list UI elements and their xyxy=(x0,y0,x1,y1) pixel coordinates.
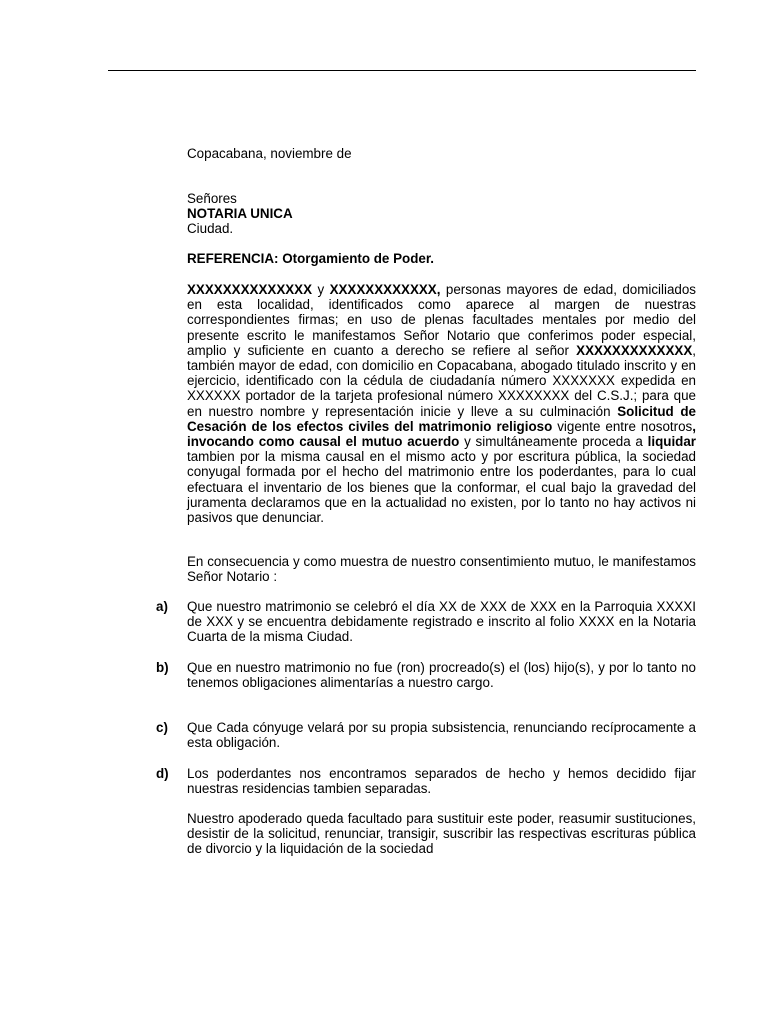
list-item: Que en nuestro matrimonio no fue (ron) procreado(s) el (los) hijo(s), y por lo tanto no tenemos obligaciones alimentarías a nuestro cargo. xyxy=(187,660,696,691)
item-label: b) xyxy=(156,660,169,675)
attorney-name: XXXXXXXXXXXXX xyxy=(576,342,693,358)
text-run: y simultáneamente proceda a xyxy=(459,434,648,450)
text-run: , también mayor de edad, con domicilio en Copacabana, abogado titulado inscrito y en ejercicio, identificado con la cédula de ciudadanía número XXXXXXX expedida en XXXXXX portador de la tarjeta profesional número XXXXXXXX del C.S.J.; para que en nuestro nombre y representación inicie y lleve a su culminación xyxy=(187,342,696,419)
text-run: tambien por la misma causal en el mismo acto y por escritura pública, la sociedad conyugal formada por el hecho del matrimonio entre los poderdantes, para lo cual efectuara el inventario de los bienes que la conformar, el cual bajo la gravedad del juramenta declaramos que en la actualidad no existen, por lo tanto no hay activos ni pasivos que denunciar. xyxy=(187,449,696,526)
header-rule xyxy=(108,70,696,71)
body-paragraph-2: En consecuencia y como muestra de nuestro consentimiento mutuo, le manifestamos Señor Notario : xyxy=(187,554,696,585)
item-label: a) xyxy=(156,599,168,614)
list-item: Los poderdantes nos encontramos separados de hecho y hemos decidido fijar nuestras residencias tambien separadas. xyxy=(187,766,696,797)
body-paragraph-1 xyxy=(187,282,696,525)
reference-line: REFERENCIA: Otorgamiento de Poder. xyxy=(187,251,435,266)
grantor-1-name: XXXXXXXXXXXXXX xyxy=(187,282,313,297)
list-item: Que nuestro matrimonio se celebró el día XX de XXX de XXX en la Parroquia XXXXI de XXX y se encuentra debidamente registrado e inscrito al folio XXXX en la Notaria Cuarta de la misma Ciudad. xyxy=(187,599,696,645)
salutation: Señores xyxy=(187,191,237,206)
text-run: vigente entre nosotros xyxy=(552,418,693,434)
causal-text: , invocando como causal el mutuo acuerdo xyxy=(187,418,696,450)
text-run: y xyxy=(312,282,330,297)
body-paragraph-3: Nuestro apoderado queda facultado para sustituir este poder, reasumir sustituciones, desistir de la solicitud, renunciar, transigir, suscribir las respectivas escrituras pública de divorcio y la liquidación de la sociedad xyxy=(187,811,696,857)
item-label: d) xyxy=(156,766,169,781)
date-line: Copacabana, noviembre de xyxy=(187,146,352,161)
text-run: personas mayores de edad, domiciliados en esta localidad, identificados como aparece al margen de nuestras correspondientes firmas; en uso de plenas facultades mentales por medio del presente escrito le manifestamos Señor Notario que conferimos poder especial, amplio y suficiente en cuanto a derecho se refiere al señor xyxy=(187,282,697,358)
list-item: Que Cada cónyuge velará por su propia subsistencia, renunciando recíprocamente a esta obligación. xyxy=(187,720,696,751)
grantor-2-name: XXXXXXXXXXXX, xyxy=(329,282,441,297)
request-title: Solicitud de Cesación de los efectos civiles del matrimonio religioso xyxy=(187,403,696,434)
addressee-name: NOTARIA UNICA xyxy=(187,206,293,221)
liquidar-word: liquidar xyxy=(647,434,696,450)
addressee-city: Ciudad. xyxy=(187,221,234,236)
item-label: c) xyxy=(156,720,168,735)
